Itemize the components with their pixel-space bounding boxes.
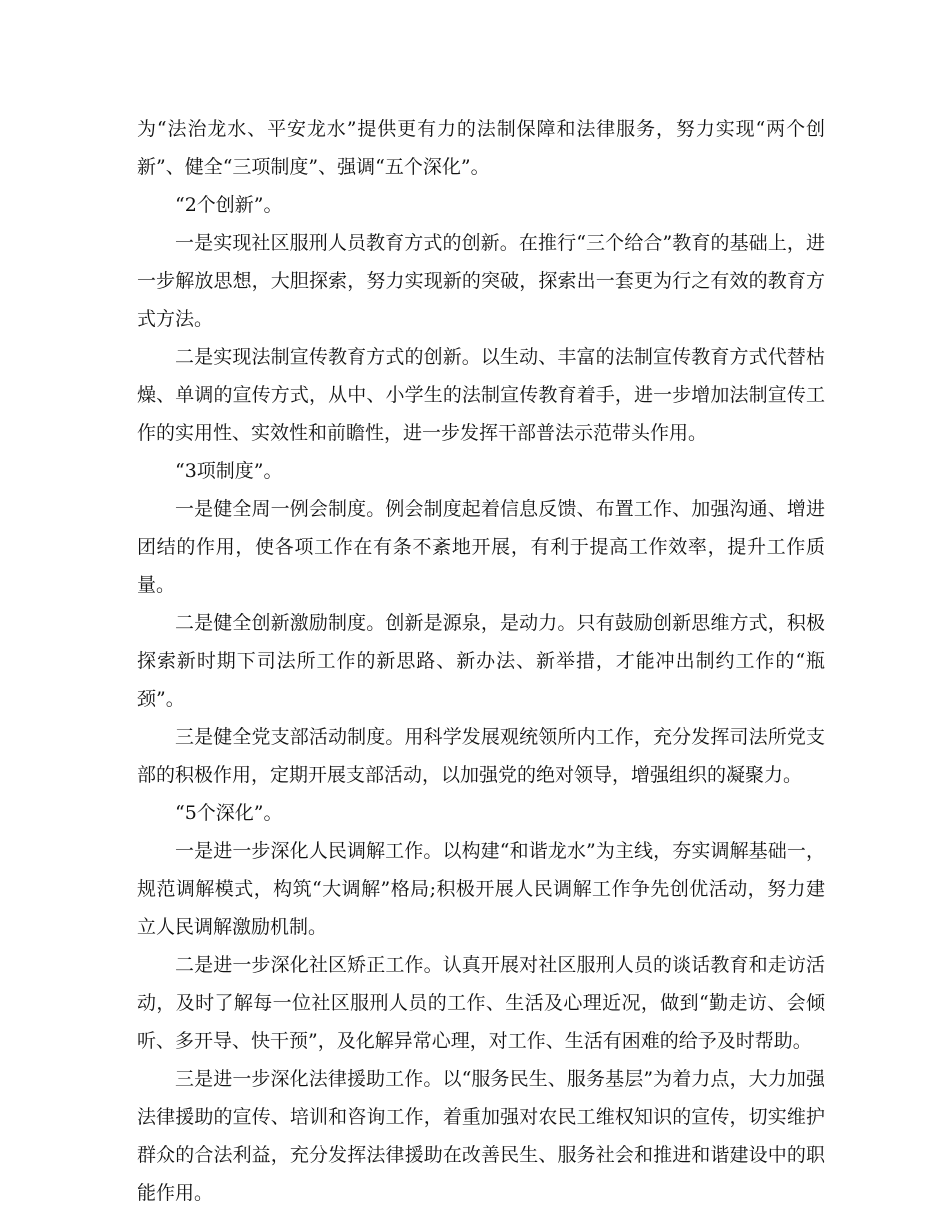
paragraph-innovation-2: 二是实现法制宣传教育方式的创新。以生动、丰富的法制宣传教育方式代替枯燥、单调的宣传方式，从中、小学生的法制宣传教育着手，进一步增加法制宣传工作的实用性、实效性和前瞻性，进一步发挥干部普法示范带头作用。 (137, 346, 825, 444)
paragraph-intro: 为“法治龙水、平安龙水”提供更有力的法制保障和法律服务，努力实现“两个创新”、健全“三项制度”、强调“五个深化”。 (137, 118, 825, 178)
document-body (137, 110, 825, 1212)
heading-two-innovations: “2个创新”。 (175, 194, 283, 216)
paragraph-system-1: 一是健全周一例会制度。例会制度起着信息反馈、布置工作、加强沟通、增进团结的作用，使各项工作在有条不紊地开展，有利于提高工作效率，提升工作质量。 (137, 498, 825, 596)
paragraph-deepening-3: 三是进一步深化法律援助工作。以“服务民生、服务基层”为着力点，大力加强法律援助的宣传、培训和咨询工作，着重加强对农民工维权知识的宣传，切实维护群众的合法利益，充分发挥法律援助在改善民生、服务社会和推进和谐建设中的职能作用。 (137, 1068, 825, 1204)
paragraph-innovation-1: 一是实现社区服刑人员教育方式的创新。在推行“三个给合”教育的基础上，进一步解放思想，大胆探索，努力实现新的突破，探索出一套更为行之有效的教育方式方法。 (137, 232, 825, 330)
heading-three-systems: “3项制度”。 (175, 460, 283, 482)
paragraph-deepening-2: 二是进一步深化社区矫正工作。认真开展对社区服刑人员的谈话教育和走访活动，及时了解每一位社区服刑人员的工作、生活及心理近况，做到“勤走访、会倾听、多开导、快干预”，及化解异常心理，对工作、生活有困难的给予及时帮助。 (137, 954, 825, 1052)
paragraph-system-3: 三是健全党支部活动制度。用科学发展观统领所内工作，充分发挥司法所党支部的积极作用，定期开展支部活动，以加强党的绝对领导，增强组织的凝聚力。 (137, 726, 825, 786)
paragraph-system-2: 二是健全创新激励制度。创新是源泉，是动力。只有鼓励创新思维方式，积极探索新时期下司法所工作的新思路、新办法、新举措，才能冲出制约工作的“瓶颈”。 (137, 612, 825, 710)
paragraph-deepening-1: 一是进一步深化人民调解工作。以构建“和谐龙水”为主线，夯实调解基础一，规范调解模式，构筑“大调解”格局;积极开展人民调解工作争先创优活动，努力建立人民调解激励机制。 (137, 840, 825, 938)
heading-five-deepenings: “5个深化”。 (175, 802, 283, 824)
